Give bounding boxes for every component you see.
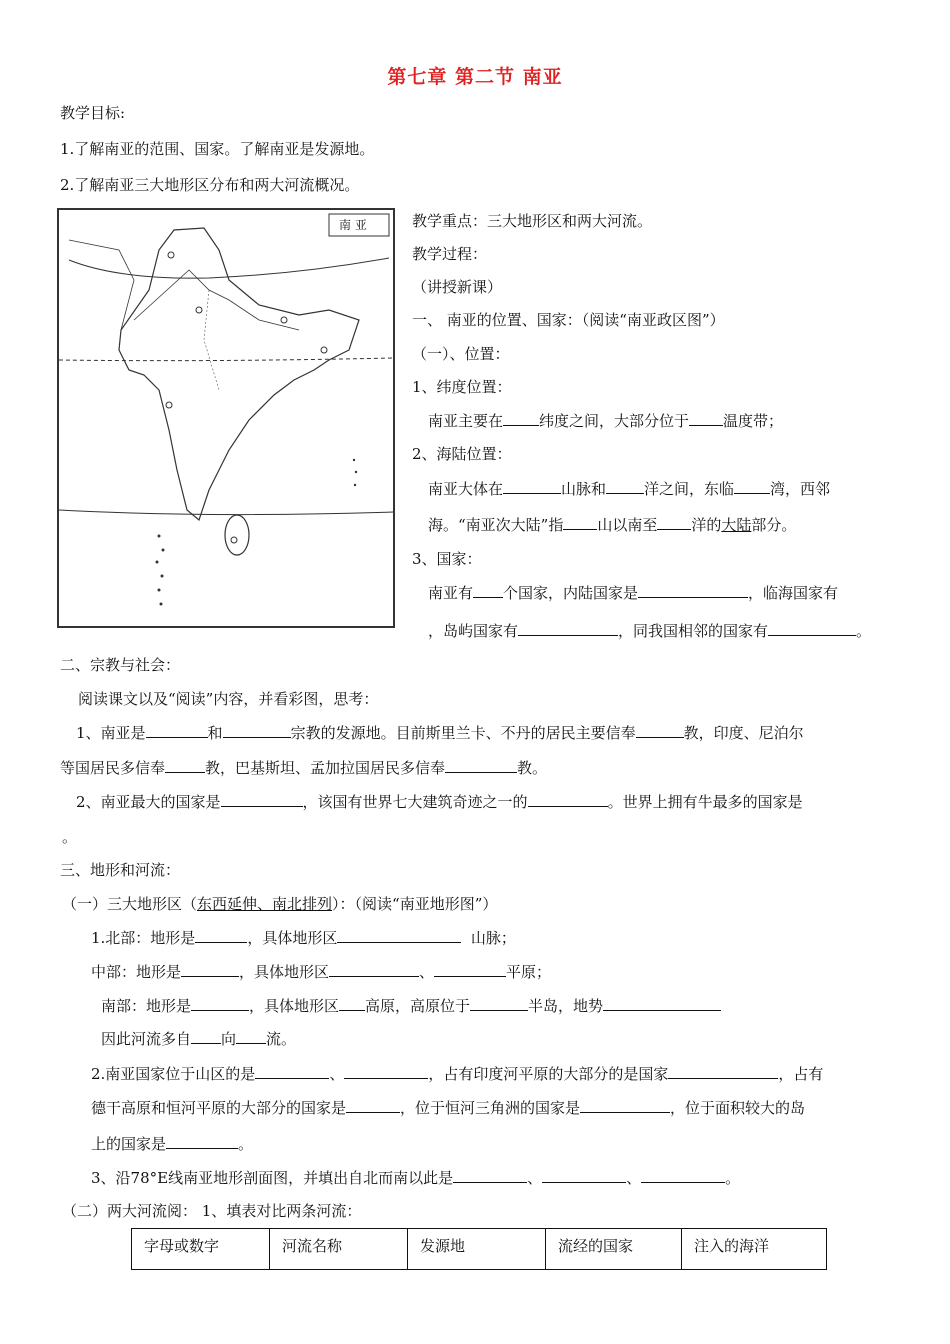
countries-line-1: 南亚有 个国家，内陆国家是 ，临海国家有 (428, 584, 839, 602)
sea-land-heading: 2、海陆位置： (412, 445, 512, 463)
objective-1: 1.了解南亚的范围、国家。了解南亚是发源地。 (60, 140, 375, 158)
table-header-cell: 河流名称 (270, 1229, 408, 1270)
sea-land-line-1: 南亚大体在 山脉和 洋之间，东临 湾，西邻 (428, 480, 831, 498)
page-title: 第七章 第二节 南亚 (387, 66, 563, 88)
south-asia-map (57, 208, 395, 628)
objective-2: 2.了解南亚三大地形区分布和两大河流概况。 (60, 176, 360, 194)
map-label: 南 亚 (339, 218, 367, 232)
section-3-heading: 三、地形和河流： (60, 861, 181, 879)
process-label: 教学过程： (412, 245, 488, 263)
objectives-heading: 教学目标: (60, 104, 126, 122)
latitude-line: 南亚主要在 纬度之间，大部分位于 温度带； (428, 412, 784, 430)
section-1-sub: （一）、位置： (412, 345, 510, 363)
countries-q2-line-3: 上的国家是 。 (91, 1135, 254, 1153)
sea-land-line-2: 海。“南亚次大陆”指 山以南至 洋的大陆部分。 (428, 516, 797, 534)
terrain-subheading: （一）三大地形区（东西延伸、南北排列）：（阅读“南亚地形图”） (62, 895, 498, 913)
rivers-subheading: （二）两大河流阅： 1、填表对比两条河流： (62, 1202, 362, 1220)
table-header-cell: 字母或数字 (132, 1229, 270, 1270)
section-2-heading: 二、宗教与社会： (60, 656, 181, 674)
section-1-heading: 一、 南亚的位置、国家：（阅读“南亚政区图”） (412, 311, 725, 329)
table-header-cell: 注入的海洋 (682, 1229, 827, 1270)
religion-q1-line-2: 等国居民多信奉 教，巴基斯坦、孟加拉国居民多信奉 教。 (60, 759, 548, 777)
terrain-north: 1.北部：地形是 ，具体地形区 山脉； (91, 929, 516, 947)
table-header-cell: 发源地 (408, 1229, 546, 1270)
new-lesson: （讲授新课） (412, 278, 503, 296)
countries-q2-line-2: 德干高原和恒河平原的大部分的国家是 ，位于恒河三角洲的国家是 ，位于面积较大的岛 (91, 1099, 806, 1117)
countries-heading: 3、国家： (412, 550, 482, 568)
rivers-table (131, 1228, 827, 1270)
terrain-south: 南部：地形是 ，具体地形区 高原，高原位于 半岛，地势 (101, 995, 721, 1016)
river-direction: 因此河流多自 向 流。 (101, 1030, 297, 1048)
key-point: 教学重点：三大地形区和两大河流。 (412, 212, 653, 230)
map-outline (59, 210, 393, 626)
latitude-heading: 1、纬度位置： (412, 378, 512, 396)
countries-line-2: ，岛屿国家有 ，同我国相邻的国家有 。 (428, 622, 872, 640)
profile-question: 3、沿78°E线南亚地形剖面图，并填出自北而南以此是 、 、 。 (91, 1169, 741, 1187)
religion-q2-line-2: 。 (62, 828, 78, 846)
table-row (132, 1229, 827, 1270)
countries-q2-line-1: 2.南亚国家位于山区的是 、 ，占有印度河平原的大部分的是国家 ，占有 (91, 1065, 824, 1083)
terrain-middle: 中部：地形是 ，具体地形区 、 平原； (91, 963, 552, 981)
section-2-intro: 阅读课文以及“阅读”内容，并看彩图，思考： (78, 690, 379, 708)
table-header-cell: 流经的国家 (546, 1229, 682, 1270)
religion-q1-line-1: 1、南亚是 和 宗教的发源地。目前斯里兰卡、不丹的居民主要信奉 教，印度、尼泊尔 (76, 724, 804, 742)
religion-q2-line-1: 2、南亚最大的国家是 ，该国有世界七大建筑奇迹之一的 。世界上拥有牛最多的国家是 (76, 793, 803, 811)
